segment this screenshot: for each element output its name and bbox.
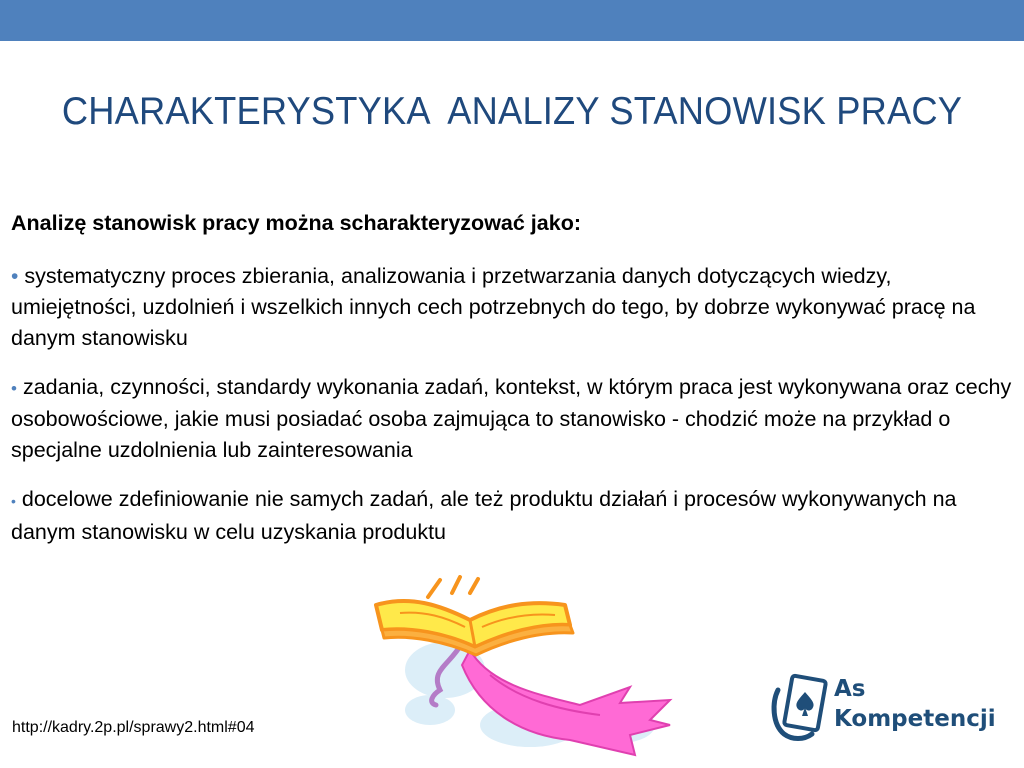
- bullet-icon: •: [11, 265, 19, 288]
- sparkle-lines-icon: [428, 577, 478, 597]
- source-link[interactable]: http://kadry.2p.pl/sprawy2.html#04: [12, 719, 255, 736]
- bullet-icon: •: [11, 379, 17, 398]
- book-icon: [376, 601, 573, 655]
- bullet-item-2: [11, 372, 1016, 466]
- slide-title: CHARAKTERYSTYKA ANALIZY STANOWISK PRACY: [61, 90, 963, 133]
- bullet-item-1: [11, 261, 1016, 354]
- logo-line-1: As: [834, 676, 866, 702]
- bullet-item-3: [11, 484, 1016, 548]
- intro-text: Analizę stanowisk pracy można scharakteryzować jako:: [11, 211, 581, 235]
- as-kompetencji-logo: [768, 672, 1008, 752]
- logo-line-2: Kompetencji: [834, 706, 996, 732]
- logo-text: [834, 674, 996, 734]
- flying-book-clipart: [370, 575, 690, 765]
- top-bar: [0, 0, 1024, 41]
- bullet-text-1: systematyczny proces zbierania, analizowania i przetwarzania danych dotyczących wiedzy, umiejętności, uzdolnień i wszelkich innych cech potrzebnych do tego, by dobrze wykonywać pracę na danym stanowisku: [11, 264, 976, 350]
- bullet-text-3: docelowe zdefiniowanie nie samych zadań, ale też produktu działań i procesów wykonywanych na danym stanowisku w celu uzyskania produktu: [11, 487, 957, 544]
- playing-card-spade-icon: [768, 672, 832, 744]
- slide-content: [11, 208, 1016, 566]
- bullet-icon: •: [11, 493, 16, 509]
- bullet-text-2: zadania, czynności, standardy wykonania zadań, kontekst, w którym praca jest wykonywana oraz cechy osobowościowe, jakie musi posiadać osoba zajmująca to stanowisko - chodzić może na przykład o specjalne uzdolnienia lub zainteresowania: [11, 375, 1012, 462]
